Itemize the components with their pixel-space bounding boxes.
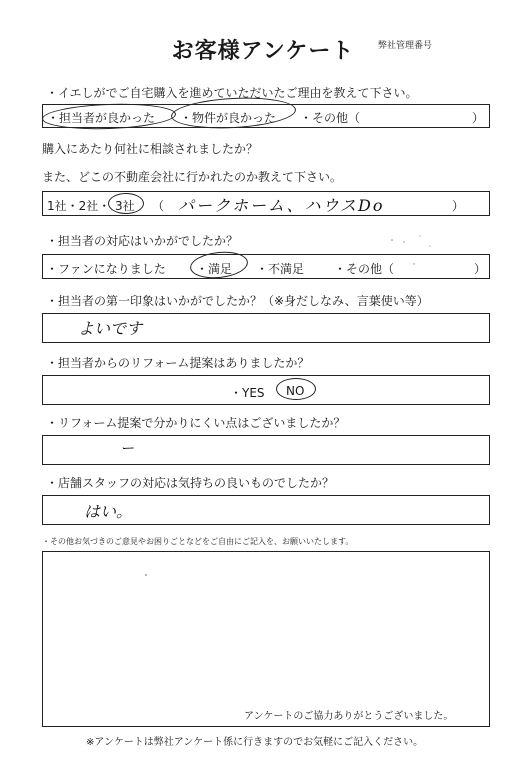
paren-close: ） xyxy=(452,199,465,213)
footer-note: ※アンケートは弊社アンケート係に行きますのでお気軽にご記入ください。 xyxy=(86,737,424,748)
question-store-staff: ・店舗スタッフの対応は気持ちの良いものでしたか？ xyxy=(46,476,335,490)
page-title: お客様アンケート xyxy=(171,39,355,64)
handwritten-companies: パークホーム、ハウスDo xyxy=(178,196,385,215)
option-3-companies[interactable]: 3社 xyxy=(115,199,135,213)
question-first-impression: ・担当者の第一印象はいかがでしたか？（※身だしなみ、言葉使い等） xyxy=(46,294,429,308)
option-other-response-close: ） xyxy=(474,262,487,276)
question-free-comments: ・その他お気づきのご意見やお困りごとなどをご自由にご記入を、お願いいたします。 xyxy=(42,537,354,546)
handwritten-reform-unclear: ー xyxy=(120,441,134,457)
handwritten-store-staff: はい。 xyxy=(84,502,133,521)
option-other[interactable]: ・その他（ xyxy=(300,111,361,125)
option-other-response[interactable]: ・その他（ xyxy=(334,262,395,276)
option-property-good[interactable]: ・物件が良かった xyxy=(180,111,277,125)
paren-open: （ xyxy=(152,199,165,213)
question-purchase-reason: ・イエしがでご自宅購入を進めていただいたご理由を教えて下さい。 xyxy=(46,86,418,100)
option-1-2-companies[interactable]: 1社・2社・ xyxy=(47,199,111,213)
question-staff-response: ・担当者の対応はいかがでしたか？ xyxy=(46,234,239,248)
question-companies-count: 購入にあたり何社に相談されましたか？ xyxy=(42,142,259,156)
option-no[interactable]: NO xyxy=(286,384,305,398)
question-reform-unclear: ・リフォーム提案で分かりにくい点はございましたか？ xyxy=(46,416,346,430)
option-staff-good[interactable]: ・担当者が良かった xyxy=(47,111,156,125)
question-companies-visited: また、どこの不動産会社に行かれたのか教えて下さい。 xyxy=(42,170,343,184)
management-number-label: 弊社管理番号 xyxy=(378,41,433,51)
option-yes[interactable]: ・YES xyxy=(230,386,265,400)
question-reform-proposal: ・担当者からのリフォーム提案はありましたか？ xyxy=(46,356,310,370)
option-other-close: ） xyxy=(472,111,485,125)
option-satisfied[interactable]: ・満足 xyxy=(196,262,233,276)
handwritten-first-impression: よいです xyxy=(78,319,143,338)
option-unsatisfied[interactable]: ・不満足 xyxy=(256,262,305,276)
option-became-fan[interactable]: ・ファンになりました xyxy=(46,262,166,276)
thanks-message: アンケートのご協力ありがとうございました。 xyxy=(244,711,454,722)
